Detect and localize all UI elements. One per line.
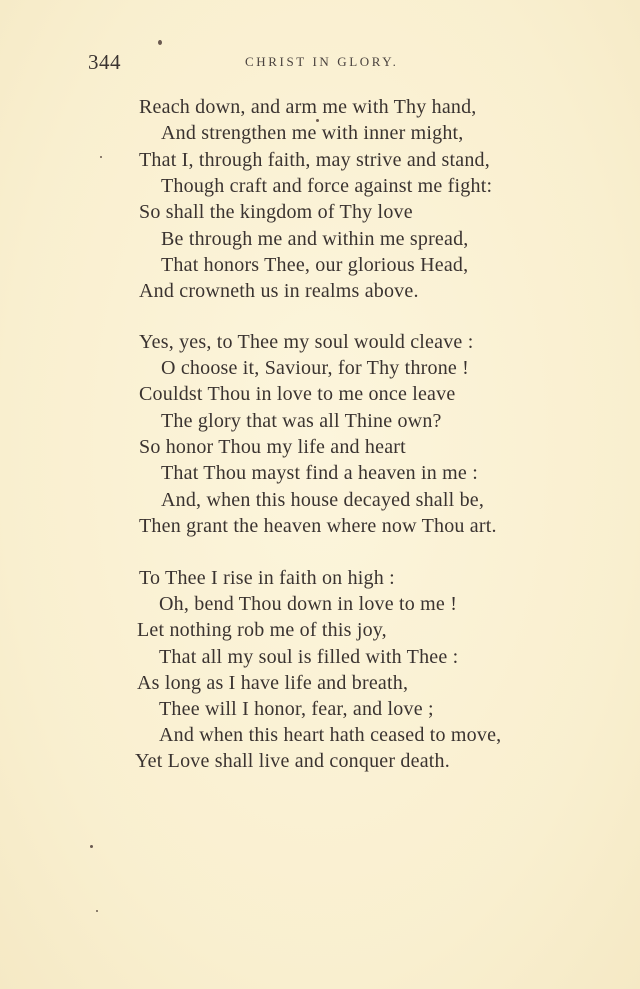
verse-line: Be through me and within me spread, [161, 228, 469, 250]
verse-line: Though craft and force against me fight: [161, 175, 493, 197]
running-title: CHRIST IN GLORY. [245, 54, 399, 69]
verse-line: Let nothing rob me of this joy, [137, 619, 387, 641]
verse-line: Reach down, and arm me with Thy hand, [139, 96, 477, 118]
verse-line: So honor Thou my life and heart [139, 436, 406, 458]
verse-line: As long as I have life and breath, [137, 672, 409, 694]
verse-line: And crowneth us in realms above. [139, 280, 419, 302]
verse-line: Then grant the heaven where now Thou art. [139, 515, 497, 537]
verse-line: Thee will I honor, fear, and love ; [159, 698, 434, 720]
verse-line: Yes, yes, to Thee my soul would cleave : [139, 331, 474, 353]
verse-line: Yet Love shall live and conquer death. [135, 750, 450, 772]
verse-line: That honors Thee, our glorious Head, [161, 254, 469, 276]
verse-line: So shall the kingdom of Thy love [139, 201, 413, 223]
verse-line: The glory that was all Thine own? [161, 410, 442, 432]
page-number: 344 [88, 50, 121, 74]
print-speck [100, 156, 102, 158]
print-speck [96, 910, 98, 912]
verse-line: To Thee I rise in faith on high : [139, 567, 395, 589]
verse-line: Oh, bend Thou down in love to me ! [159, 593, 458, 615]
verse-line: And when this heart hath ceased to move, [159, 724, 502, 746]
verse-line: And strengthen me with inner might, [161, 122, 464, 144]
verse-line: That I, through faith, may strive and stand, [139, 149, 490, 171]
verse-line: And, when this house decayed shall be, [161, 489, 485, 511]
print-speck [90, 845, 93, 848]
verse-line: O choose it, Saviour, for Thy throne ! [161, 357, 470, 379]
print-speck [158, 40, 162, 45]
verse-line: That all my soul is filled with Thee : [159, 646, 459, 668]
verse-line: That Thou mayst find a heaven in me : [161, 462, 478, 484]
verse-line: Couldst Thou in love to me once leave [139, 383, 456, 405]
